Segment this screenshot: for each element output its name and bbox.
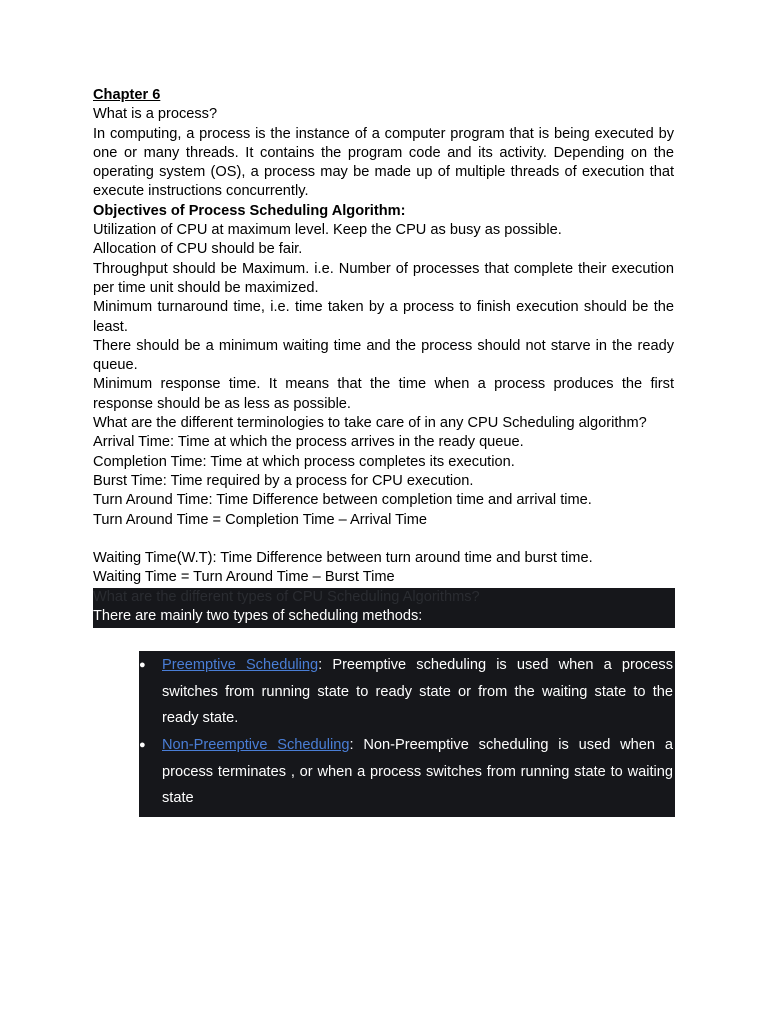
non-preemptive-scheduling-link[interactable]: Non-Preemptive Scheduling	[162, 737, 350, 753]
objective-item: Throughput should be Maximum. i.e. Number of processes that complete their execution per time unit should be maximized.	[93, 260, 674, 296]
objectives-heading: Objectives of Process Scheduling Algorithm:	[93, 202, 406, 219]
highlighted-section	[93, 588, 675, 629]
bullet-icon: ●	[139, 739, 146, 751]
preemptive-scheduling-link[interactable]: Preemptive Scheduling	[162, 657, 319, 673]
types-intro: There are mainly two types of scheduling methods:	[93, 608, 423, 625]
blank-line	[93, 530, 674, 549]
terminology-question: What are the different terminologies to take care of in any CPU Scheduling algorithm?	[93, 415, 647, 432]
objective-item: Minimum turnaround time, i.e. time taken by a process to finish execution should be the least.	[93, 299, 674, 335]
question-what-is-process: What is a process?	[93, 106, 218, 123]
list-item	[139, 732, 673, 812]
process-definition: In computing, a process is the instance of a computer program that is being executed by one or many threads. It contains the program code and its activity. Depending on the operating system (OS), a process may be made up of multiple threads of execution that execute instructions concurrently.	[93, 125, 674, 200]
objective-item: Allocation of CPU should be fair.	[93, 241, 303, 258]
waiting-term-item: Waiting Time = Turn Around Time – Burst Time	[93, 569, 395, 586]
term-item: Arrival Time: Time at which the process arrives in the ready queue.	[93, 434, 524, 451]
term-item: Turn Around Time: Time Difference between completion time and arrival time.	[93, 492, 592, 509]
types-question: What are the different types of CPU Scheduling Algorithms?	[93, 588, 480, 605]
objective-item: There should be a minimum waiting time and the process should not starve in the ready queue.	[93, 337, 674, 374]
document-body	[93, 86, 674, 628]
method-description: : Preemptive scheduling is used when a process switches from running state to ready state or from the waiting state to the ready state.	[162, 657, 674, 726]
term-item: Burst Time: Time required by a process for CPU execution.	[93, 472, 474, 489]
chapter-title: Chapter 6	[93, 87, 161, 103]
objective-item: Utilization of CPU at maximum level. Keep the CPU as busy as possible.	[93, 222, 562, 239]
scheduling-methods-list	[139, 651, 675, 817]
objective-item: Minimum response time. It means that the time when a process produces the first response should be as less as possible.	[93, 376, 674, 412]
term-item: Turn Around Time = Completion Time – Arrival Time	[93, 511, 428, 528]
list-item	[139, 652, 674, 732]
method-description: : Non-Preemptive scheduling is used when a process terminates , or when a process switches from running state to waiting state	[162, 737, 673, 806]
waiting-term-item: Waiting Time(W.T): Time Difference between turn around time and burst time.	[93, 550, 593, 567]
bullet-icon: ●	[139, 659, 146, 671]
term-item: Completion Time: Time at which process completes its execution.	[93, 453, 515, 470]
